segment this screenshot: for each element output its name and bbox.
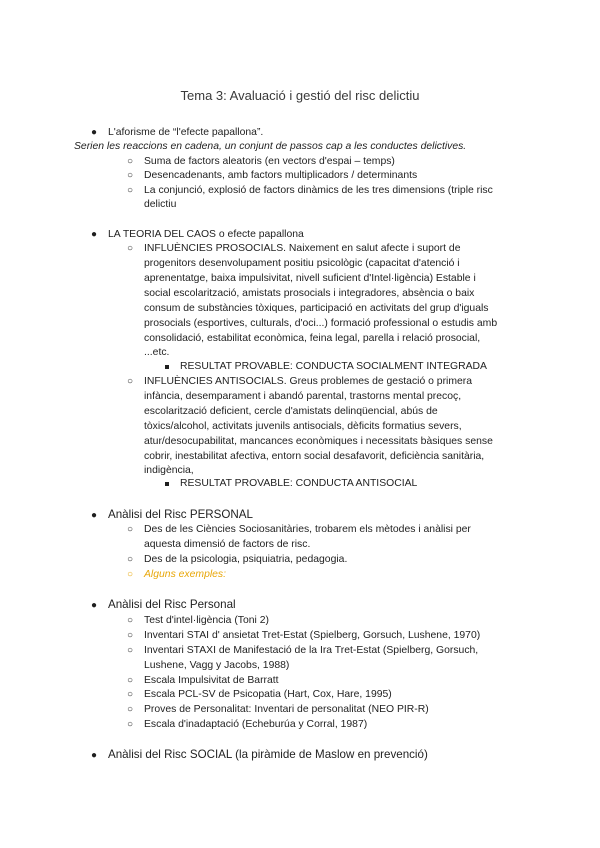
- bullet-dot-icon: ●: [91, 600, 98, 611]
- list-item-continuation: delictiu: [144, 199, 177, 210]
- bullet-circle-icon: ○: [127, 675, 134, 686]
- bullet-circle-icon: ○: [127, 630, 134, 641]
- paragraph-line: INFLUÈNCIES PROSOCIALS. Naixement en salut afecte i suport de: [144, 243, 461, 254]
- bullet-circle-icon: ○: [127, 719, 134, 730]
- list-item: Suma de factors aleatoris (en vectors d'espai – temps): [144, 156, 395, 167]
- paragraph-line: progenitors desenvolupament positiu psicològic (capacitat d'atenció i: [144, 258, 460, 269]
- bullet-circle-icon: ○: [127, 689, 134, 700]
- list-item: Des de les Ciències Sociosanitàries, trobarem els mètodes i anàlisi per: [144, 524, 471, 535]
- bullet-square-icon: [165, 482, 169, 486]
- bullet-circle-icon: ○: [127, 170, 134, 181]
- list-item: Proves de Personalitat: Inventari de personalitat (NEO PIR-R): [144, 704, 429, 715]
- list-item-continuation: aquesta dimensió de factors de risc.: [144, 539, 311, 550]
- bullet-circle-icon: ○: [127, 704, 134, 715]
- paragraph-line: INFLUÈNCIES ANTISOCIALS. Greus problemes de gestació o primera: [144, 376, 473, 387]
- section-heading: L'aforisme de “l'efecte papallona”.: [108, 127, 264, 138]
- paragraph-line: social escolarització, amistats prosocials i integradores, absència o baix: [144, 288, 475, 299]
- bullet-circle-icon: ○: [127, 156, 134, 167]
- bullet-dot-icon: ●: [91, 750, 98, 761]
- section-heading: Anàlisi del Risc PERSONAL: [108, 508, 253, 521]
- paragraph-line: indigència,: [144, 465, 194, 476]
- paragraph-line: consum de substàncies tòxiques, participació en activitats del grup d'iguals: [144, 303, 489, 314]
- bullet-dot-icon: ●: [91, 127, 98, 138]
- paragraph-line: consolidació, estabilitat econòmica, feina legal, parella i relació prosocial,: [144, 333, 481, 344]
- bullet-circle-icon: ○: [127, 243, 134, 254]
- list-item: Desencadenants, amb factors multiplicadors / determinants: [144, 170, 418, 181]
- paragraph-line: infància, desemparament i abandó parental, trastorns mental precoç,: [144, 391, 462, 402]
- list-item: Des de la psicologia, psiquiatria, pedagogia.: [144, 554, 348, 565]
- paragraph-line: prosocials (esportives, culturals, d'oci...) formació professional o estudis amb: [144, 318, 498, 329]
- list-item: Escala PCL-SV de Psicopatia (Hart, Cox, Hare, 1995): [144, 689, 392, 700]
- result-text: RESULTAT PROVABLE: CONDUCTA ANTISOCIAL: [180, 478, 418, 489]
- bullet-circle-icon: ○: [127, 524, 134, 535]
- bullet-circle-icon: ○: [127, 569, 134, 580]
- bullet-dot-icon: ●: [91, 229, 98, 240]
- bullet-dot-icon: ●: [91, 510, 98, 521]
- list-item: Escala d'inadaptació (Echeburúa y Corral, 1987): [144, 719, 368, 730]
- bullet-circle-icon: ○: [127, 376, 134, 387]
- bullet-circle-icon: ○: [127, 554, 134, 565]
- examples-text: Alguns exemples:: [144, 569, 227, 580]
- bullet-circle-icon: ○: [127, 185, 134, 196]
- section-heading: Anàlisi del Risc Personal: [108, 598, 236, 611]
- list-item: Inventari STAXI de Manifestació de la Ira Tret-Estat (Spielberg, Gorsuch,: [144, 645, 479, 656]
- bullet-circle-icon: ○: [127, 615, 134, 626]
- paragraph-line: tòxics/alcohol, activitats juvenils antisocials, dèficits formatius severs,: [144, 421, 462, 432]
- result-text: RESULTAT PROVABLE: CONDUCTA SOCIALMENT INTEGRADA: [180, 361, 487, 372]
- list-item: Test d'intel·ligència (Toni 2): [144, 615, 269, 626]
- paragraph-line: escolarització deficient, cercle d'amistats delinqüencial, abús de: [144, 406, 438, 417]
- paragraph-line: atur/desocupabilitat, mancances econòmiques i necessitats bàsiques sense: [144, 436, 493, 447]
- list-item: Escala Impulsivitat de Barratt: [144, 675, 279, 686]
- list-item: Inventari STAI d' ansietat Tret-Estat (Spielberg, Gorsuch, Lushene, 1970): [144, 630, 481, 641]
- bullet-circle-icon: ○: [127, 645, 134, 656]
- intro-text: Serien les reaccions en cadena, un conjunt de passos cap a les conductes delictives.: [74, 141, 467, 152]
- section-heading: Anàlisi del Risc SOCIAL (la piràmide de Maslow en prevenció): [108, 748, 428, 761]
- list-item-continuation: Lushene, Vagg y Jacobs, 1988): [144, 660, 290, 671]
- paragraph-line: cobrir, inestabilitat afectiva, entorn social desafavorit, deficiència sanitària,: [144, 451, 485, 462]
- paragraph-line: aprenentatge, baixa impulsivitat, nivell suficient d'Intel·ligència) Estable i: [144, 273, 476, 284]
- bullet-square-icon: [165, 365, 169, 369]
- paragraph-line: ...etc.: [144, 347, 170, 358]
- section-heading: LA TEORIA DEL CAOS o efecte papallona: [108, 229, 304, 240]
- page-title: Tema 3: Avaluació i gestió del risc delictiu: [180, 88, 420, 103]
- list-item: La conjunció, explosió de factors dinàmics de les tres dimensions (triple risc: [144, 185, 493, 196]
